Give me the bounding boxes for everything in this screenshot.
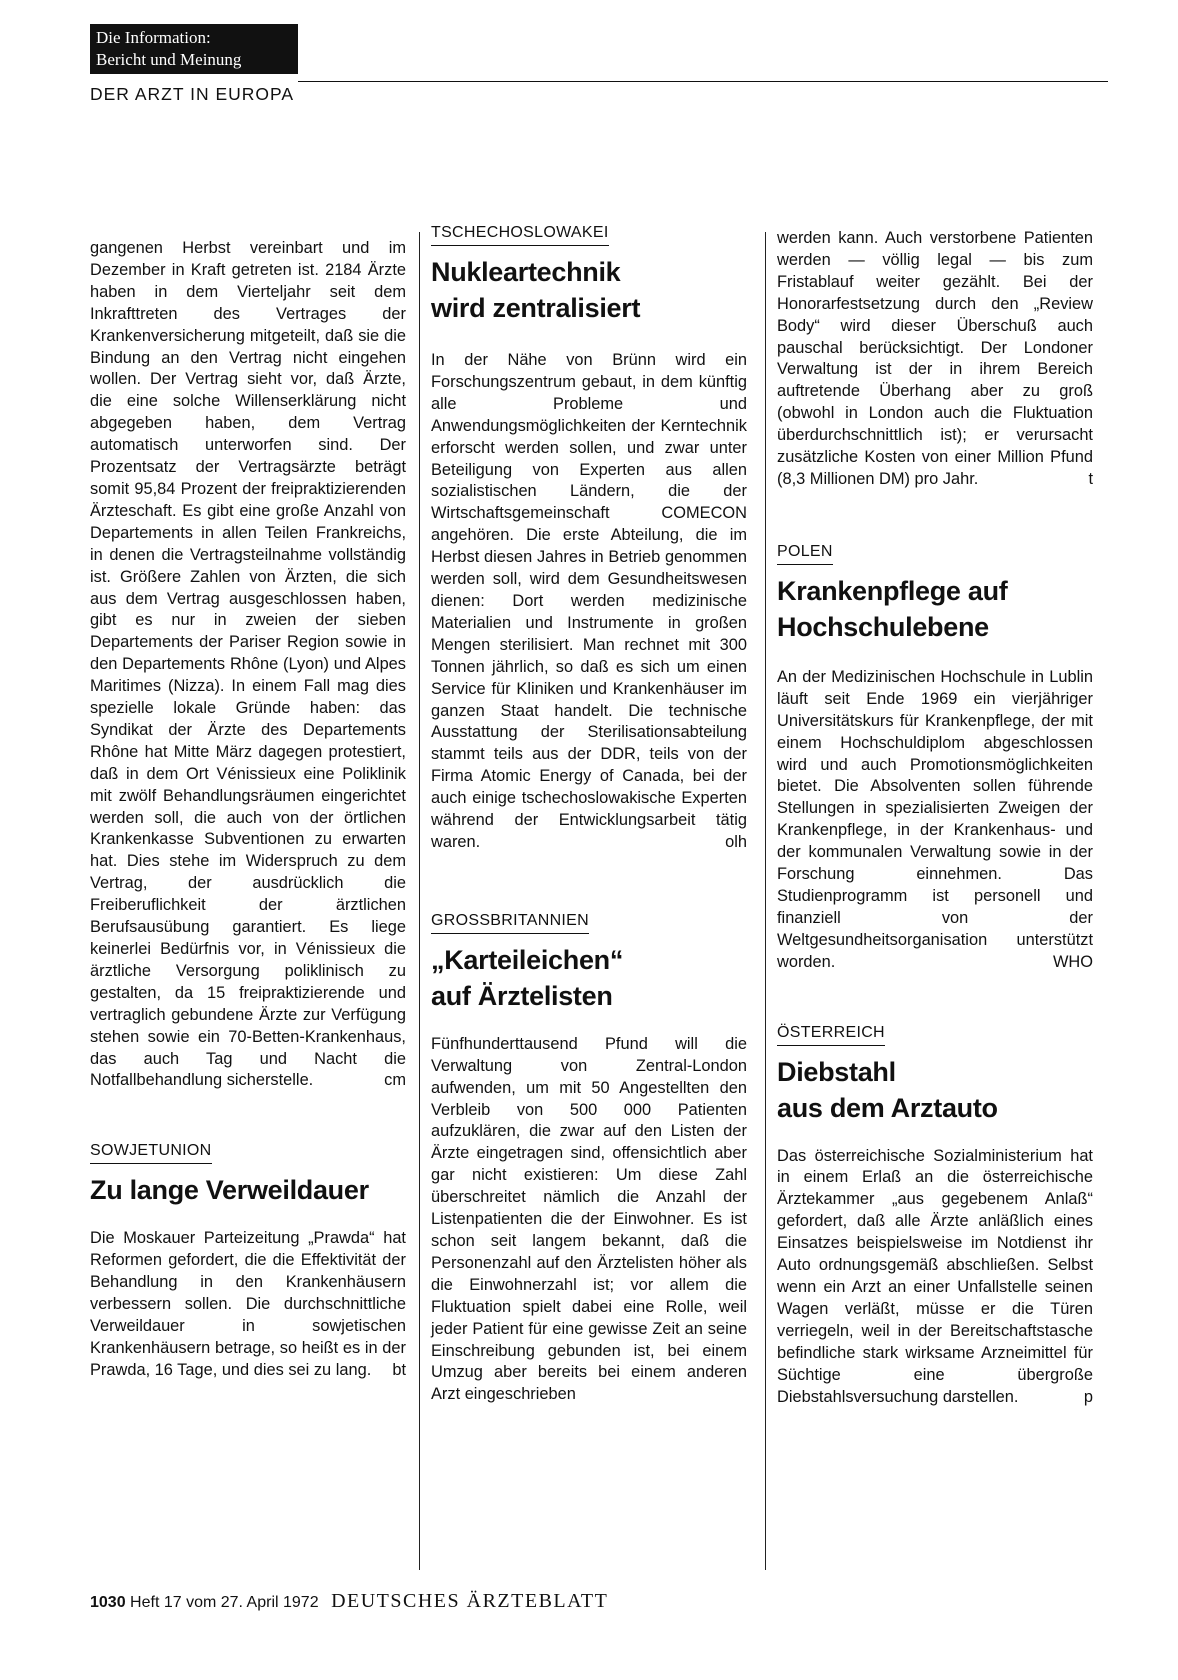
article-signature: bt bbox=[392, 1360, 406, 1379]
section-label: DER ARZT IN EUROPA bbox=[90, 84, 295, 104]
article-body: Fünfhunderttausend Pfund will die Verwaltung von Zentral-London aufwenden, um mit 50 Angestellten den Verbleib von 500 000 Patienten aufzuklären, die zwar auf den Listen der Ärzte eingetragen sind, offensichtlich aber gar nicht existieren: Um diese Zahl überschreitet nämlich die Anzahl der Listenpatienten die der Einwohner. Es ist schon seit langem bekannt, daß die Personenzahl auf den Ärztelisten höher als die Einwohnerzahl ist; vor allem die Fluktuation spielt dabei eine Rolle, weil jeder Patient für eine gewisse Zeit an seine Einschreibung gebunden ist, bei einem Umzug aber bereits bei einem anderen Arzt eingeschrieben bbox=[431, 1034, 747, 1404]
article-signature: t bbox=[1088, 469, 1093, 488]
article-signature: p bbox=[1083, 1387, 1093, 1406]
column-divider-2 bbox=[765, 232, 766, 1570]
article-headline: „Karteileichen“ auf Ärztelisten bbox=[431, 944, 624, 1011]
badge-line-1: Die Information: bbox=[96, 28, 211, 47]
article-grossbritannien-continued bbox=[777, 228, 1093, 491]
article-oesterreich bbox=[777, 1024, 1093, 1409]
article-headline: Krankenpflege auf Hochschulebene bbox=[777, 575, 1008, 642]
region-label: GROSSBRITANNIEN bbox=[431, 912, 589, 934]
magazine-title: DEUTSCHES ÄRZTEBLATT bbox=[331, 1590, 609, 1612]
column-3 bbox=[777, 228, 1093, 1408]
article-signature: cm bbox=[384, 1071, 406, 1090]
article-body: In der Nähe von Brünn wird ein Forschungszentrum gebaut, in dem künftig alle Probleme und Anwendungsmöglichkeiten der Kerntechnik erforscht werden sollen, und zwar unter Beteiligung von Experten aus allen sozialistischen Ländern, die der Wirtschaftsgemeinschaft COMECON angehören. Die erste Abteilung, die im Herbst diesen Jahres in Betrieb genommen werden soll, wird dem Gesundheitswesen dienen: Dort werden medizinische Materialien und Instrumente in großen Mengen sterilisiert. Man rechnet mit 300 Tonnen jährlich, so daß es sich um einen Service für Kliniken und Krankenhäuser im ganzen Staat handelt. Die technische Ausstattung der Sterilisationsabteilung stammt teils aus der DDR, teils von der Firma Atomic Energy of Canada, bei der auch einige tschechoslowakische Experten während der Entwicklungsarbeit tätig waren. olh bbox=[431, 350, 747, 854]
header-rule bbox=[298, 81, 1108, 82]
article-body: gangenen Herbst vereinbart und im Dezember in Kraft getreten ist. 2184 Ärzte haben in dem Vierteljahr seit dem Inkrafttreten des Vertrages der Krankenversicherung mitgeteilt, daß sie die Bindung an den Vertrag nicht eingehen wollen. Der Vertrag sieht vor, daß Ärzte, die eine solche Willenserklärung nicht abgegeben haben, dem Vertrag automatisch unterworfen sind. Der Prozentsatz der Vertragsärzte beträgt somit 95,84 Prozent der freipraktizierenden Ärzteschaft. Es gibt eine große Anzahl von Departements in allen Teilen Frankreichs, in denen die Vertragsteilnahme vollständig ist. Größere Zahlen von Ärzten, die sich aus dem Vertrag ausgeschlossen haben, gibt es nur in zweien der sieben Departements der Pariser Region sowie in den Departements Rhône (Lyon) und Alpes Maritimes (Nizza). In einem Fall mag dies spezielle lokale Gründe haben: das Syndikat der Ärzte des Departements Rhône hat Mitte März dagegen protestiert, daß in dem Ort Vénissieux eine Poliklinik mit zwölf Behandlungsräumen eingerichtet werden soll, die auch von der örtlichen Krankenkasse Subventionen zu erwarten hat. Dies stehe im Widerspruch zu dem Vertrag, der ausdrücklich die Freiberuflichkeit der ärztlichen Berufsausübung garantiert. Es liege keinerlei Bedürfnis vor, in Vénissieux die ärztliche Versorgung poliklinisch zu gestalten, da 15 freipraktizierende und vertraglich gebundene Ärzte zur Verfügung stehen sowie ein 70-Betten-Krankenhaus, das auch Tag und Nacht die Notfallbehandlung sicherstelle. cm bbox=[90, 238, 406, 1092]
article-sowjetunion bbox=[90, 1142, 406, 1381]
article-body: Die Moskauer Parteizeitung „Prawda“ hat Reformen gefordert, die die Effektivität der Behandlung in den Krankenhäusern verbessern sollen. Die durchschnittliche Verweildauer in sowjetischen Krankenhäusern betrage, so heißt es in der Prawda, 16 Tage, und dies sei zu lang. bt bbox=[90, 1228, 406, 1381]
article-signature: olh bbox=[725, 832, 747, 851]
column-1 bbox=[90, 238, 406, 1382]
article-headline: Diebstahl aus dem Arztauto bbox=[777, 1056, 998, 1123]
article-body: Das österreichische Sozialministerium hat in einem Erlaß an die österreichische Ärztekammer „aus gegebenem Anlaß“ gefordert, daß alle Ärzte anläßlich eines Einsatzes beispielsweise im Notdienst ihr Auto ordnungsgemäß abschließen. Selbst wenn ein Arzt an einer Unfallstelle seinen Wagen verläßt, müsse er die Türen verriegeln, weil in der Bereitschaftstasche befindliche stark wirksame Arzneimittel für Süchtige eine übergroße Diebstahlsversuchung darstellen. p bbox=[777, 1146, 1093, 1409]
issue-info: Heft 17 vom 27. April 1972 bbox=[130, 1594, 319, 1611]
article-grossbritannien bbox=[431, 912, 747, 1406]
article-body: An der Medizinischen Hochschule in Lublin läuft seit Ende 1969 ein vierjähriger Universitätskurs für Krankenpflege, der mit einem Hochschuldiplom abgeschlossen wird und auch Promotionsmöglichkeiten bietet. Die Absolventen sollen führende Stellungen in spezialisierten Zweigen der Krankenpflege, in der Krankenhaus- und der kommunalen Verwaltung sowie in der Forschung einnehmen. Das Studienprogramm ist personell und finanziell von der Weltgesundheitsorganisation unterstützt worden. WHO bbox=[777, 667, 1093, 974]
page-number: 1030 bbox=[90, 1594, 126, 1611]
page-footer bbox=[90, 1590, 608, 1613]
region-label: TSCHECHOSLOWAKEI bbox=[431, 224, 609, 246]
article-tschechoslowakei bbox=[431, 224, 747, 854]
column-divider-1 bbox=[419, 232, 420, 1570]
region-label: POLEN bbox=[777, 543, 833, 565]
column-2 bbox=[431, 224, 747, 1406]
article-signature: WHO bbox=[1052, 952, 1093, 971]
badge-line-2: Bericht und Meinung bbox=[96, 50, 242, 69]
article-headline: Zu lange Verweildauer bbox=[90, 1175, 369, 1206]
article-frankreich bbox=[90, 238, 406, 1092]
article-headline: Nukleartechnik wird zentralisiert bbox=[431, 257, 641, 323]
header-badge bbox=[90, 24, 298, 74]
region-label: SOWJETUNION bbox=[90, 1142, 212, 1164]
article-polen bbox=[777, 543, 1093, 974]
region-label: ÖSTERREICH bbox=[777, 1024, 885, 1046]
article-body-continued: werden kann. Auch verstorbene Patienten werden — völlig legal — bis zum Fristablauf weiter gezählt. Bei der Honorarfestsetzung durch den „Review Body“ wird dieser Überschuß auch pauschal berücksichtigt. Der Londoner Verwaltung ist der in ihrem Bereich auftretende Überhang aber zu groß (obwohl in London auch die Fluktuation überdurchschnittlich ist); er verursacht zusätzliche Kosten von einer Million Pfund (8,3 Millionen DM) pro Jahr. t bbox=[777, 228, 1093, 491]
